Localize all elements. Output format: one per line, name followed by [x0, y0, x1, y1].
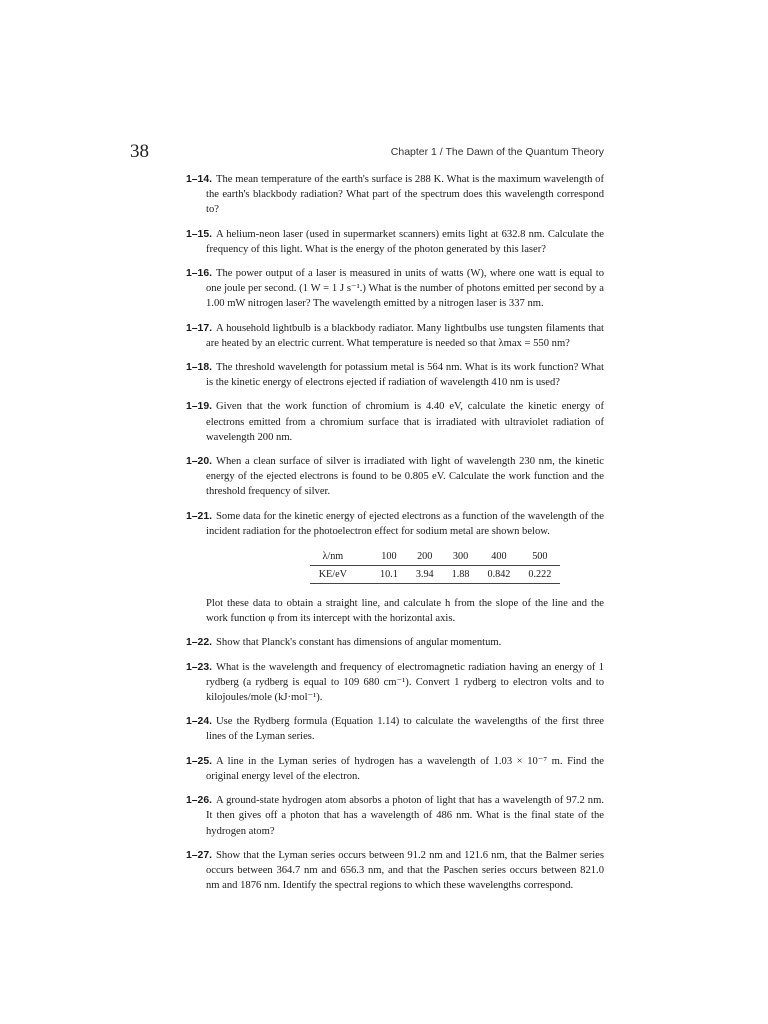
problem-item [186, 227, 604, 257]
problem-number: 1–27. [186, 849, 213, 861]
problem-item [186, 266, 604, 312]
table-cell: 10.1 [379, 569, 398, 581]
problem-number: 1–26. [186, 795, 213, 807]
problem-text: Some data for the kinetic energy of ejected electrons as a function of the wavelength of the incident radiation for the photoelectron effect for sodium metal are shown below. [206, 510, 604, 537]
problem-item [186, 635, 604, 650]
problem-number: 1–21. [186, 510, 213, 522]
problem-number: 1–19. [186, 401, 213, 413]
problem-number: 1–23. [186, 661, 213, 673]
problem-text: The threshold wavelength for potassium metal is 564 nm. What is its work function? What is the kinetic energy of electrons ejected if radiation of wavelength 410 nm is used? [206, 362, 604, 389]
problems-section [186, 172, 604, 902]
table-cell: 1.88 [451, 569, 470, 581]
problem-item [186, 172, 604, 218]
problem-item [186, 848, 604, 894]
table-cell: 0.222 [528, 569, 552, 581]
problem-item [186, 793, 604, 839]
table-cell: KE/eV [318, 569, 347, 581]
problem-number: 1–18. [186, 362, 213, 374]
problem-item [186, 360, 604, 390]
problem-item [186, 454, 604, 500]
problem-number: 1–17. [186, 322, 213, 334]
data-table-wrap [206, 548, 604, 584]
problem-item [186, 754, 604, 784]
problem-text: When a clean surface of silver is irradiated with light of wavelength 230 nm, the kinetic energy of the ejected electrons is found to be 0.805 eV. Calculate the work function and the threshold frequency of silver. [206, 456, 604, 498]
table-header-cell: 500 [532, 551, 548, 563]
problem-item [186, 714, 604, 744]
table-header-cell: 200 [417, 551, 433, 563]
problem-number: 1–25. [186, 755, 213, 767]
problem-text: Show that the Lyman series occurs between 91.2 nm and 121.6 nm, that the Balmer series occurs between 364.7 nm and 656.3 nm, and that the Paschen series occurs between 821.0 nm and 1876 nm. Identify the spectral regions to which these wavelengths correspond. [206, 849, 604, 892]
table-header-cell: 300 [452, 551, 469, 563]
problems-list-after-table [186, 635, 604, 893]
problem-text: A ground-state hydrogen atom absorbs a photon of light that has a wavelength of 97.2 nm. It then gives off a photon that has a wavelength of 486 nm. What is the final state of the hydrogen atom? [206, 795, 604, 837]
table-cell: 0.842 [487, 569, 511, 581]
problem-text: The power output of a laser is measured in units of watts (W), where one watt is equal to one joule per second. (1 W = 1 J s⁻¹.) What is the number of photons emitted per second by a 1.00 mW nitrogen laser? The wavelength emitted by a nitrogen laser is 337 nm. [206, 268, 604, 310]
problem-item [186, 509, 604, 539]
table-cell: 3.94 [415, 569, 434, 581]
problem-number: 1–20. [186, 456, 213, 468]
problem-text: A household lightbulb is a blackbody radiator. Many lightbulbs use tungsten filaments that are heated by an electric current. What temperature is needed so that λmax = 550 nm? [206, 322, 604, 349]
problem-number: 1–22. [186, 637, 213, 649]
table-followup-text: Plot these data to obtain a straight line, and calculate h from the slope of the line and the work function φ from its intercept with the horizontal axis. [206, 598, 604, 625]
problem-item [186, 321, 604, 351]
problem-text: A helium-neon laser (used in supermarket scanners) emits light at 632.8 nm. Calculate the frequency of this light. What is the energy of the photon generated by this laser? [206, 228, 604, 255]
problem-text: Given that the work function of chromium is 4.40 eV, calculate the kinetic energy of electrons emitted from a chromium surface that is irradiated with ultraviolet radiation of wavelength 200 nm. [206, 401, 604, 443]
problem-number: 1–15. [186, 228, 213, 240]
problem-number: 1–16. [186, 268, 213, 280]
problem-text: Use the Rydberg formula (Equation 1.14) to calculate the wavelengths of the first three lines of the Lyman series. [206, 716, 604, 743]
problem-text: Show that Planck's constant has dimensions of angular momentum. [216, 637, 502, 649]
problem-number: 1–14. [186, 174, 213, 185]
problem-number: 1–24. [186, 716, 213, 728]
problem-text: What is the wavelength and frequency of electromagnetic radiation having an energy of 1 rydberg (a rydberg is equal to 109 680 cm⁻¹). Convert 1 rydberg to electron volts and to kilojoules/mole (kJ·mol⁻¹). [206, 661, 604, 704]
problem-text: The mean temperature of the earth's surface is 288 K. What is the maximum wavelength of the earth's blackbody radiation? What part of the spectrum does this wavelength correspond to? [206, 174, 604, 216]
problem-item [186, 399, 604, 445]
table-header-row [310, 548, 561, 566]
problems-list-before-table [186, 172, 604, 539]
table-header-cell: 400 [491, 551, 507, 563]
running-head: Chapter 1 / The Dawn of the Quantum Theory [390, 146, 604, 158]
page-number: 38 [130, 141, 149, 162]
problem-text: A line in the Lyman series of hydrogen has a wavelength of 1.03 × 10⁻⁷ m. Find the original energy level of the electron. [206, 755, 604, 782]
table-row [310, 566, 561, 584]
kinetic-energy-table [310, 548, 561, 584]
table-header-cell: 100 [381, 551, 397, 563]
problem-item [186, 660, 604, 706]
table-header-cell: λ/nm [322, 551, 344, 563]
